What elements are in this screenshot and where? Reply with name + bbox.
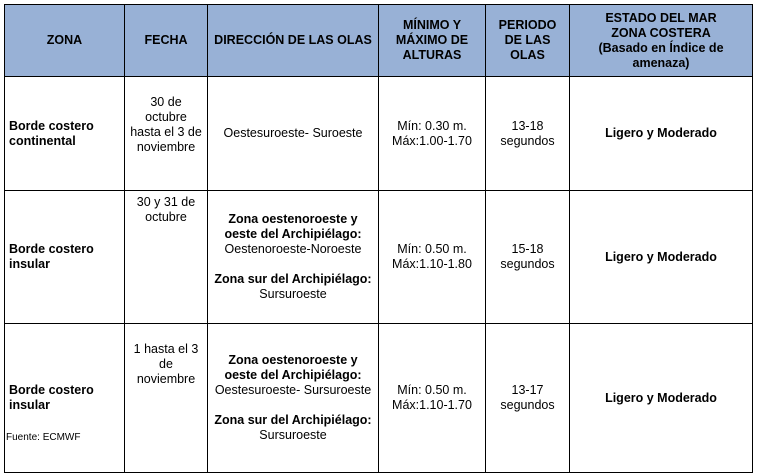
periodo-unit: segundos [500, 398, 555, 412]
header-alturas-line-2: MÁXIMO DE [395, 33, 469, 47]
header-direccion: DIRECCIÓN DE LAS OLAS [208, 5, 379, 77]
cell-periodo [486, 77, 570, 191]
altura-max: Máx:1.10-1.70 [392, 398, 472, 412]
altura-max: Máx:1.10-1.80 [392, 257, 472, 271]
table-row [5, 324, 753, 473]
cell-fecha: 30 de octubre hasta el 3 de noviembre [125, 77, 208, 191]
periodo-unit: segundos [500, 133, 555, 148]
header-estado-line-3: (Basado en Índice de [598, 40, 724, 55]
direccion-title-2: Zona sur del Archipiélago: [214, 272, 372, 286]
source-caption: Fuente: ECMWF [6, 432, 81, 443]
header-periodo [486, 5, 570, 77]
cell-periodo [486, 191, 570, 324]
direccion-value-2: Sursuroeste [259, 428, 327, 442]
header-estado [570, 5, 753, 77]
table-row [5, 77, 753, 191]
sea-state-forecast-table [4, 4, 753, 473]
periodo-range: 15-18 [511, 242, 544, 256]
periodo-range: 13-18 [511, 118, 544, 133]
table-header-row [5, 5, 753, 77]
header-alturas [379, 5, 486, 77]
direccion-value-2: Sursuroeste [259, 287, 327, 301]
cell-alturas [379, 324, 486, 473]
cell-fecha: 1 hasta el 3 de noviembre [125, 324, 208, 473]
altura-min: Mín: 0.30 m. [397, 118, 467, 133]
cell-zona: Borde costero insular [5, 191, 125, 324]
altura-min: Mín: 0.50 m. [397, 383, 467, 397]
cell-estado: Ligero y Moderado [570, 191, 753, 324]
header-zona: ZONA [5, 5, 125, 77]
cell-zona: Borde costero continental [5, 77, 125, 191]
direccion-spacer [212, 257, 374, 272]
direccion-value: Oestesuroeste- Suroeste [223, 126, 363, 140]
periodo-range: 13-17 [511, 383, 544, 397]
header-alturas-line-3: ALTURAS [402, 48, 462, 62]
cell-fecha: 30 y 31 de octubre [125, 191, 208, 324]
header-alturas-line-1: MÍNIMO Y [402, 18, 462, 32]
cell-estado: Ligero y Moderado [570, 324, 753, 473]
header-estado-line-4: amenaza) [632, 55, 690, 70]
header-fecha: FECHA [125, 5, 208, 77]
cell-alturas [379, 77, 486, 191]
direccion-title-1: Zona oestenoroeste y oeste del Archipiélago: [224, 353, 362, 382]
direccion-value-1: Oestenoroeste-Noroeste [224, 242, 362, 256]
cell-alturas [379, 191, 486, 324]
altura-max: Máx:1.00-1.70 [392, 133, 472, 148]
periodo-unit: segundos [500, 257, 555, 271]
direccion-spacer [212, 398, 374, 413]
cell-direccion [208, 324, 379, 473]
header-periodo-line-2: DE LAS [504, 33, 551, 47]
altura-min: Mín: 0.50 m. [397, 242, 467, 256]
cell-estado: Ligero y Moderado [570, 77, 753, 191]
cell-direccion [208, 77, 379, 191]
direccion-title-1: Zona oestenoroeste y oeste del Archipiélago: [224, 212, 362, 241]
header-estado-line-1: ESTADO DEL MAR [605, 10, 717, 25]
header-periodo-line-3: OLAS [510, 48, 545, 62]
header-estado-line-2: ZONA COSTERA [611, 25, 711, 40]
cell-periodo [486, 324, 570, 473]
header-periodo-line-1: PERIODO [498, 18, 557, 32]
cell-direccion [208, 191, 379, 324]
table-row [5, 191, 753, 324]
cell-zona: Borde costero insular [5, 324, 125, 473]
direccion-value-1: Oestesuroeste- Sursuroeste [214, 383, 372, 397]
direccion-title-2: Zona sur del Archipiélago: [214, 413, 372, 427]
